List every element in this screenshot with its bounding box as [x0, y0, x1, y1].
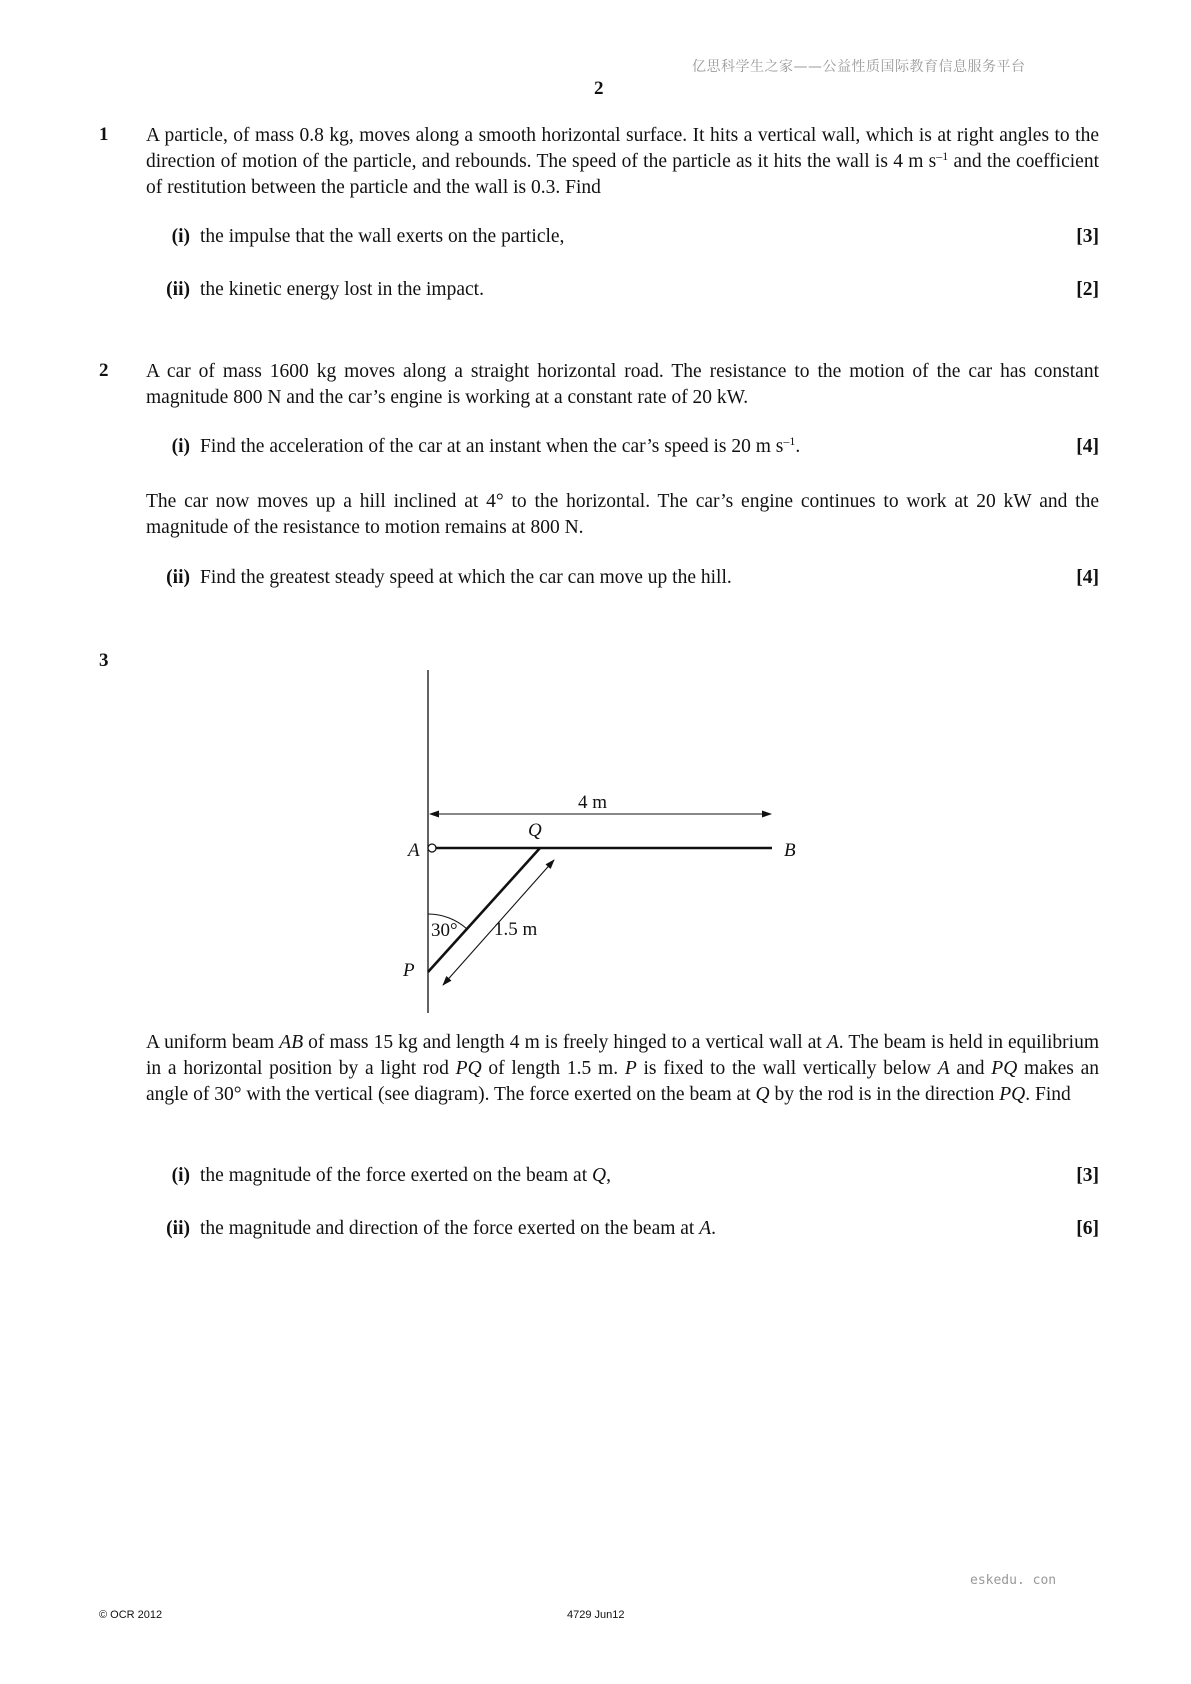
label-a: A	[408, 840, 420, 861]
hinge-a	[428, 844, 436, 852]
question-3-part-i: (i) the magnitude of the force exerted on the beam at Q, [3]	[171, 1165, 1099, 1186]
rod-pq	[428, 848, 540, 972]
footer-copyright: © OCR 2012	[99, 1609, 163, 1621]
label-q: Q	[528, 820, 542, 841]
question-1-part-i: (i) the impulse that the wall exerts on the particle, [3]	[171, 226, 1099, 247]
question-2-part-i: (i) Find the acceleration of the car at an instant when the car’s speed is 20 m $s^{-1}$. [4]	[171, 434, 1099, 457]
header-watermark: 亿思科学生之家——公益性质国际教育信息服务平台	[692, 59, 1026, 75]
footer-watermark: eskedu. con	[970, 1573, 1057, 1588]
question-2-stem: A car of mass 1600 kg moves along a straight horizontal road. The resistance to the motion of the car has constant magnitude 800 N and the car’s engine is working at a constant rate of 20 kW.	[146, 361, 1099, 408]
question-1-stem: A particle, of mass 0.8 kg, moves along a smooth horizontal surface. It hits a vertical wall, which is at right angles to the direction of motion of the particle, and rebounds. The speed of the particle as it hits the wall is 4 m $s^{-1}$ and the coefficient of restitution between the particle and the wall is 0.3. Find	[146, 125, 1099, 198]
label-beam-length: 4 m	[578, 792, 608, 813]
question-1-part-ii: (ii) the kinetic energy lost in the impact. [2]	[166, 279, 1099, 300]
page-number: 2	[594, 78, 604, 99]
question-number-3: 3	[99, 650, 109, 671]
label-angle: 30°	[431, 920, 458, 941]
question-number-1: 1	[99, 124, 109, 145]
label-p: P	[403, 960, 415, 981]
question-3-stem: A uniform beam AB of mass 15 kg and length 4 m is freely hinged to a vertical wall at A. The beam is held in equilibrium in a horizontal position by a light rod PQ of length 1.5 m. P is fixed to the wall vertically below A and PQ makes an angle of 30° with the vertical (see diagram). The force exerted on the beam at Q by the rod is in the direction PQ. Find	[146, 1032, 1100, 1105]
footer-paper-code: 4729 Jun12	[567, 1609, 625, 1621]
label-rod-length: 1.5 m	[494, 919, 538, 940]
label-b: B	[784, 840, 796, 861]
question-2-part-ii: (ii) Find the greatest steady speed at which the car can move up the hill. [4]	[166, 567, 1099, 588]
question-3-part-ii: (ii) the magnitude and direction of the force exerted on the beam at A. [6]	[166, 1218, 1099, 1239]
question-2-middle: The car now moves up a hill inclined at 4° to the horizontal. The car’s engine continues to work at 20 kW and the magnitude of the resistance to motion remains at 800 N.	[146, 491, 1099, 538]
beam-diagram	[380, 665, 800, 1025]
question-number-2: 2	[99, 360, 109, 381]
